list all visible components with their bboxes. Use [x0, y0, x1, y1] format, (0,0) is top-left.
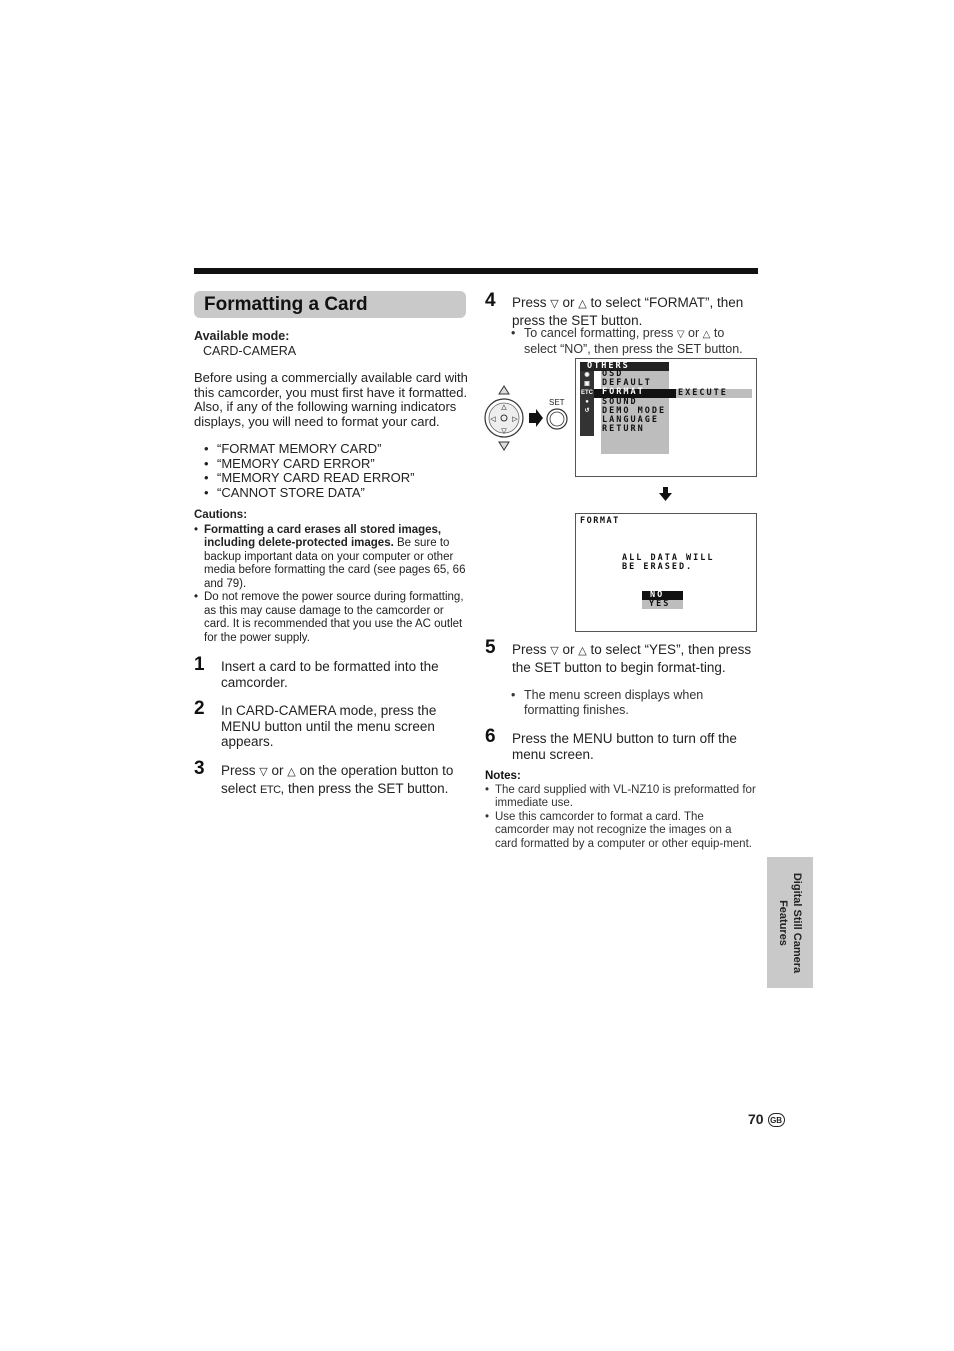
step-number: 4	[485, 290, 496, 311]
menu-screen-others	[575, 358, 757, 477]
down-triangle-icon: ▽	[550, 645, 559, 657]
step-text-part: or	[562, 642, 575, 657]
down-triangle-icon: ▽	[259, 766, 268, 778]
format-confirm-screen	[575, 513, 757, 632]
arrow-right-icon	[529, 409, 543, 427]
step-number: 3	[194, 758, 205, 779]
format-message-line: ALL DATA WILL	[622, 553, 715, 563]
caution-item: • Do not remove the power source during formatting, as this may cause damage to the camcorder or card. It is recommended that you use the AC outlet for the power supply.	[194, 591, 466, 645]
down-triangle-icon: ▽	[676, 329, 685, 340]
step-text-part: or	[271, 763, 284, 778]
notes	[485, 770, 757, 851]
step-text-part: to select “YES”, then press the SET button to begin format-ting.	[512, 642, 752, 675]
caution-text: Be sure to backup important data on your computer or other media before formatting the card (see pages 65, 66 and 79).	[204, 537, 466, 590]
up-triangle-icon: △	[287, 766, 296, 778]
cautions-label: Cautions:	[194, 509, 248, 521]
menu-item-osd[interactable]: OSD	[602, 369, 624, 379]
svg-text:▽: ▽	[501, 427, 507, 435]
caution-bold-text: Formatting a card erases all stored images, including delete-protected images.	[204, 523, 442, 549]
list-item: • “FORMAT MEMORY CARD”	[194, 442, 466, 457]
arrow-down-icon	[658, 487, 673, 502]
menu-item-default[interactable]: DEFAULT	[602, 378, 652, 389]
warning-list	[194, 442, 466, 500]
etc-icon: ETC	[260, 783, 281, 796]
step-text	[221, 763, 469, 798]
available-mode-value: CARD-CAMERA	[203, 343, 297, 358]
step-sub-list	[501, 326, 753, 357]
up-triangle-icon: △	[702, 329, 711, 340]
svg-text:▷: ▷	[512, 415, 518, 423]
set-label: SET	[549, 398, 565, 407]
menu-items	[602, 370, 666, 434]
note-item: • The card supplied with VL-NZ10 is preformatted for immediate use.	[485, 784, 757, 811]
step-text: In CARD-CAMERA mode, press the MENU button until the menu screen appears.	[221, 703, 437, 749]
notes-label: Notes:	[485, 770, 521, 782]
step-text	[512, 642, 752, 675]
step-text-part: to select “NO”, then press the SET button.	[524, 326, 743, 356]
step-text: Insert a card to be formatted into the camcorder.	[221, 659, 439, 690]
step-text	[512, 295, 760, 328]
step-text-part: or	[562, 295, 575, 310]
page-number	[748, 1111, 785, 1127]
menu-item-format[interactable]: FORMAT	[602, 387, 645, 398]
note-item: • Use this camcorder to format a card. The camcorder may not recognize the images on a card formatted by a computer or other equip-ment.	[485, 811, 757, 852]
step-text-part: Press	[221, 763, 256, 778]
step-text-part: Press	[512, 642, 547, 657]
top-rule	[194, 268, 758, 274]
gb-region-icon: GB	[768, 1113, 785, 1127]
cautions	[194, 509, 466, 645]
intro-paragraph: Before using a commercially available card with this camcorder, you must first have it formatted. Also, if any of the following warning indicators displays, you will need to format your card.	[194, 370, 468, 429]
list-item: • “CANNOT STORE DATA”	[194, 486, 466, 501]
page-number-value: 70	[748, 1111, 764, 1127]
section-side-tab	[767, 857, 813, 988]
up-triangle-icon: △	[578, 645, 587, 657]
step-text-part: on the operation button to select	[221, 763, 454, 796]
side-tab-line: Digital Still Camera	[791, 872, 803, 973]
step-text-part: To cancel formatting, press	[524, 326, 674, 340]
svg-text:△: △	[501, 403, 507, 411]
step-text-part: to select “FORMAT”, then press the SET button.	[512, 295, 744, 328]
list-item: • “MEMORY CARD READ ERROR”	[194, 471, 466, 486]
menu-header: OTHERS	[587, 361, 630, 371]
up-triangle-icon: △	[578, 298, 587, 310]
step-text-part: , then press the SET button.	[280, 780, 449, 796]
option-yes[interactable]: YES	[649, 599, 671, 609]
format-header: FORMAT	[580, 516, 620, 526]
step-number: 2	[194, 698, 205, 719]
svg-text:◁: ◁	[490, 415, 496, 423]
step-text-part: Press	[512, 295, 547, 310]
caution-item	[194, 524, 466, 592]
step-text-part: or	[688, 326, 700, 340]
list-item	[501, 326, 753, 357]
available-mode	[194, 329, 466, 358]
down-triangle-icon: ▽	[550, 298, 559, 310]
list-item: • The menu screen displays when formatting finishes.	[501, 688, 731, 718]
available-mode-label: Available mode:	[194, 329, 290, 343]
option-no[interactable]: NO	[650, 590, 665, 600]
format-message	[622, 554, 715, 572]
side-tab-line: Features	[777, 899, 789, 946]
menu-icon-strip: ◉ ▣ ETC ● ↺	[580, 371, 594, 436]
menu-item-demo-mode[interactable]: DEMO MODE	[602, 405, 667, 416]
menu-item-return[interactable]: RETURN	[602, 424, 645, 435]
step-number: 1	[194, 654, 205, 675]
list-item: • “MEMORY CARD ERROR”	[194, 457, 466, 472]
operation-button-illustration	[482, 385, 572, 451]
page-title: Formatting a Card	[194, 291, 466, 318]
menu-item-language[interactable]: LANGUAGE	[602, 415, 659, 426]
step-sub-list	[501, 688, 731, 718]
step-number: 6	[485, 726, 496, 747]
step-number: 5	[485, 637, 496, 658]
menu-item-sound[interactable]: SOUND	[602, 396, 638, 407]
execute-option[interactable]: EXECUTE	[678, 388, 728, 398]
format-message-line: BE ERASED.	[622, 562, 694, 572]
step-text: Press the MENU button to turn off the menu screen.	[512, 731, 737, 762]
